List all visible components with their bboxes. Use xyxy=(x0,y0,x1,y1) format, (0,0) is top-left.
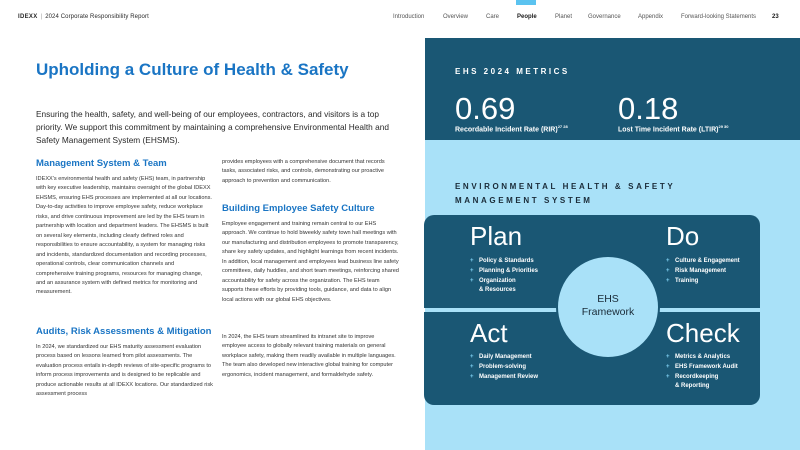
intro-paragraph: Ensuring the health, safety, and well-being of our employees, contractors, and visitors is a top priority. We support this commitment by maintaining a comprehensive Environmental Health and Safety Management System (EHSMS). xyxy=(36,109,389,146)
rir-footnote-ref[interactable]: 27 28 xyxy=(557,124,568,129)
plus-icon: + xyxy=(666,267,670,274)
plus-icon: + xyxy=(470,258,474,264)
plan-title: Plan xyxy=(470,221,523,251)
do-item-label: Risk Management xyxy=(675,267,727,274)
audits-body: In 2024, we standardized our EHS maturity assessment evaluation process based on lessons learned from pilot assessments. The evaluation process entails in-depth reviews of site-specific programs to inform process improvements and is designed to be replicable and produce actionable results at all IDEXX locations. Our standardized risk assessment process xyxy=(36,344,213,398)
plus-icon: + xyxy=(666,277,670,284)
nav-care[interactable]: Care xyxy=(486,14,500,20)
act-item xyxy=(470,353,538,363)
plus-icon: + xyxy=(666,373,670,380)
report-name: 2024 Corporate Responsibility Report xyxy=(45,14,149,20)
do-item-label: Culture & Engagement xyxy=(675,258,740,264)
check-title: Check xyxy=(666,318,740,348)
check-item-label: & Reporting xyxy=(675,383,710,390)
building-body-2: In 2024, the EHS team streamlined its intranet site to improve employee access to globally relevant training materials on general workplace safety, making them readily available in multiple languages. The team also developed new interactive global training for computer ergonomics, incident management, and formaldehyde safety. xyxy=(222,334,396,378)
do-list xyxy=(666,257,740,286)
do-title: Do xyxy=(666,221,700,251)
act-item-label: Problem-solving xyxy=(479,363,527,370)
plus-icon: + xyxy=(470,363,474,370)
active-nav-indicator xyxy=(516,0,536,5)
continued-paragraph: provides employees with a comprehensive document that records tasks, associated risks, and controls, demonstrating our proactive approach to prevention and communication. xyxy=(222,159,385,184)
audits-heading: Audits, Risk Assessments & Mitigation xyxy=(36,326,212,337)
nav-forward-looking-statements[interactable]: Forward-looking Statements xyxy=(681,14,757,20)
management-body: IDEXX's environmental health and safety (EHS) team, in partnership with key executive leadership, maintains oversight of the global IDEXX EHSMS, ensuring EHS processes are implemented at all our locations. Day-to-day activities to improve employee safety, reduce workplace risks, and drive continuous improvement are led by the EHS team in partnership with location and department leaders. The EHSMS is built on several key elements, including clearly defined roles and responsibilities to ensure accountability, a system for managing risks and incidents, standardized documentation and recording processes, operational controls, clear communication channels and comprehensive training programs, resources for managing change, and an assurance system with defined metrics for monitoring and measurement. xyxy=(36,176,212,296)
plus-icon: + xyxy=(470,277,474,284)
act-title: Act xyxy=(470,318,508,348)
plan-item xyxy=(470,257,538,267)
check-item xyxy=(666,363,738,373)
do-item xyxy=(666,277,740,287)
ltir-label-text: Lost Time Incident Rate (LTIR) xyxy=(618,126,719,134)
report-brand xyxy=(18,14,149,20)
ltir-footnote-ref[interactable]: 29 30 xyxy=(718,124,729,129)
plus-icon: + xyxy=(470,373,474,380)
check-list xyxy=(666,353,738,392)
do-item xyxy=(666,257,740,267)
rir-value: 0.69 xyxy=(455,91,516,126)
ehs-label-line-1: EHS xyxy=(597,293,619,305)
nav-people[interactable]: People xyxy=(517,14,537,20)
plan-item xyxy=(470,277,538,287)
plan-item-label: Policy & Standards xyxy=(479,258,534,264)
ltir-value: 0.18 xyxy=(618,91,679,126)
plus-icon: + xyxy=(470,267,474,274)
check-item xyxy=(666,353,738,363)
check-item-label: Recordkeeping xyxy=(675,373,719,380)
plan-item-label: & Resources xyxy=(479,287,516,294)
metrics-heading: EHS 2024 METRICS xyxy=(455,67,570,76)
page-title: Upholding a Culture of Health & Safety xyxy=(36,60,349,79)
ehs-framework-label xyxy=(556,293,660,319)
ems-heading: ENVIRONMENTAL HEALTH & SAFETY MANAGEMENT SYSTEM xyxy=(455,182,676,205)
plus-icon: + xyxy=(470,354,474,360)
rir-label-text: Recordable Incident Rate (RIR) xyxy=(455,126,558,134)
do-item-label: Training xyxy=(675,277,699,284)
do-item xyxy=(666,267,740,277)
act-item-label: Daily Management xyxy=(479,354,532,360)
act-item-label: Management Review xyxy=(479,373,539,380)
brand-name: IDEXX xyxy=(18,14,38,20)
nav-governance[interactable]: Governance xyxy=(588,14,621,20)
check-item-label: Metrics & Analytics xyxy=(675,354,731,360)
act-item xyxy=(470,363,538,373)
nav-overview[interactable]: Overview xyxy=(443,14,469,20)
building-body-1: Employee engagement and training remain central to our EHS approach. We continue to hold biweekly safety town hall meetings with our manufacturing and distribution employees to promote transparency, share key safety updates, and highlight learnings from recent incidents. In addition, local management and employees lead business line safety committees, daily huddles, and short team meetings, reinforcing shared accountability for safety across the organization. The EHS team supports these efforts by providing tools, guidance, and data to align local actions with our global EHS objectives. xyxy=(222,221,399,303)
nav-planet[interactable]: Planet xyxy=(555,14,573,20)
check-item xyxy=(666,373,738,383)
page-number: 23 xyxy=(772,14,779,20)
building-heading: Building Employee Safety Culture xyxy=(222,203,375,214)
plus-icon: + xyxy=(666,363,670,370)
check-item-continuation xyxy=(666,382,738,392)
top-navigation-bar xyxy=(0,0,800,38)
rir-label xyxy=(455,124,568,133)
plan-item-label: Planning & Priorities xyxy=(479,267,539,274)
plus-icon: + xyxy=(666,354,670,360)
act-list xyxy=(470,353,538,382)
ehs-label-line-2: Framework xyxy=(581,306,635,318)
act-item xyxy=(470,373,538,383)
plan-list xyxy=(470,257,538,296)
plan-item xyxy=(470,267,538,277)
plan-item-label: Organization xyxy=(479,277,516,284)
plus-icon: + xyxy=(666,258,670,264)
plan-item-continuation xyxy=(470,286,538,296)
ltir-label xyxy=(618,124,728,133)
check-item-label: EHS Framework Audit xyxy=(675,363,738,370)
brand-separator: | xyxy=(40,14,43,20)
nav-introduction[interactable]: Introduction xyxy=(393,14,425,20)
management-heading: Management System & Team xyxy=(36,158,167,169)
nav-appendix[interactable]: Appendix xyxy=(638,14,664,20)
